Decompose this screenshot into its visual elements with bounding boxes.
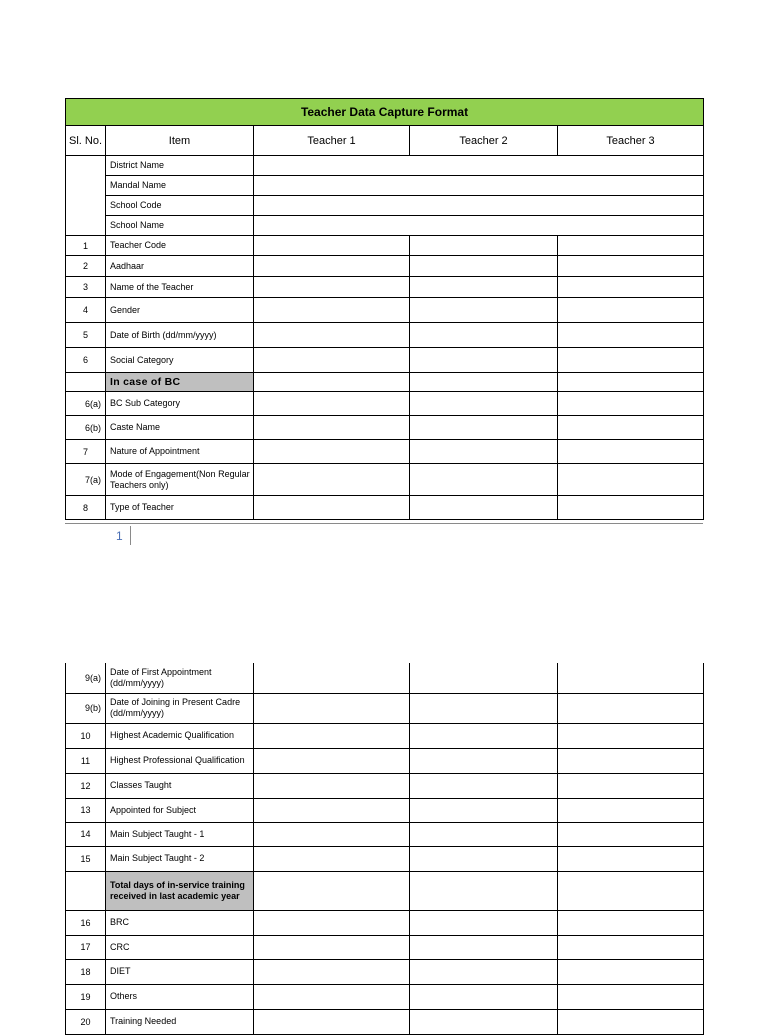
row-label: BC Sub Category xyxy=(106,392,254,416)
table-row xyxy=(66,663,704,693)
table-row xyxy=(66,464,704,496)
teacher-3-cell[interactable] xyxy=(558,323,704,348)
table-row xyxy=(66,984,704,1009)
teacher-1-cell[interactable] xyxy=(254,959,410,984)
table-row xyxy=(66,392,704,416)
row-label: Gender xyxy=(106,298,254,323)
school-info-value-cell[interactable] xyxy=(254,196,704,216)
table-row xyxy=(66,773,704,798)
row-number: 5 xyxy=(66,323,106,348)
teacher-2-cell[interactable] xyxy=(410,392,558,416)
teacher-2-cell[interactable] xyxy=(410,236,558,256)
table-row xyxy=(66,196,704,216)
school-info-value-cell[interactable] xyxy=(254,216,704,236)
row-label: Caste Name xyxy=(106,416,254,440)
row-label: Highest Academic Qualification xyxy=(106,723,254,748)
teacher-1-cell[interactable] xyxy=(254,1009,410,1034)
teacher-3-cell[interactable] xyxy=(558,440,704,464)
section-label-training: Total days of in-service training received in last academic year xyxy=(106,871,254,910)
row-number: 20 xyxy=(66,1009,106,1034)
row-label: Date of Joining in Present Cadre (dd/mm/yyyy) xyxy=(106,693,254,723)
school-info-value-cell[interactable] xyxy=(254,176,704,196)
teacher-data-table-page-2 xyxy=(65,663,704,1035)
row-number: 6(b) xyxy=(66,416,106,440)
row-number: 12 xyxy=(66,773,106,798)
row-label: Aadhaar xyxy=(106,256,254,277)
teacher-2-cell[interactable] xyxy=(410,256,558,277)
header-teacher-3: Teacher 3 xyxy=(558,126,704,156)
table-row xyxy=(66,216,704,236)
teacher-1-cell[interactable] xyxy=(254,798,410,822)
teacher-1-cell[interactable] xyxy=(254,277,410,298)
teacher-3-cell[interactable] xyxy=(558,693,704,723)
row-number: 9(b) xyxy=(66,693,106,723)
row-label: Social Category xyxy=(106,348,254,373)
teacher-2-cell[interactable] xyxy=(410,323,558,348)
teacher-2-cell[interactable] xyxy=(410,663,558,693)
teacher-1-cell[interactable] xyxy=(254,935,410,959)
teacher-3-cell[interactable] xyxy=(558,416,704,440)
row-number: 7 xyxy=(66,440,106,464)
teacher-3-cell[interactable] xyxy=(558,822,704,846)
teacher-1-cell xyxy=(254,373,410,392)
teacher-2-cell[interactable] xyxy=(410,910,558,935)
table-row xyxy=(66,348,704,373)
teacher-3-cell[interactable] xyxy=(558,935,704,959)
table-row xyxy=(66,176,704,196)
teacher-2-cell[interactable] xyxy=(410,773,558,798)
row-number: 16 xyxy=(66,910,106,935)
teacher-3-cell[interactable] xyxy=(558,910,704,935)
teacher-3-cell[interactable] xyxy=(558,392,704,416)
teacher-1-cell[interactable] xyxy=(254,846,410,871)
teacher-1-cell[interactable] xyxy=(254,822,410,846)
table-row xyxy=(66,298,704,323)
row-label: Nature of Appointment xyxy=(106,440,254,464)
teacher-1-cell[interactable] xyxy=(254,298,410,323)
teacher-2-cell[interactable] xyxy=(410,277,558,298)
table-row xyxy=(66,1009,704,1034)
teacher-1-cell[interactable] xyxy=(254,348,410,373)
teacher-3-cell[interactable] xyxy=(558,496,704,520)
table-row xyxy=(66,693,704,723)
row-label: DIET xyxy=(106,959,254,984)
row-label: Main Subject Taught - 2 xyxy=(106,846,254,871)
table-row xyxy=(66,798,704,822)
row-label: District Name xyxy=(106,156,254,176)
teacher-2-cell[interactable] xyxy=(410,496,558,520)
teacher-2-cell xyxy=(410,871,558,910)
teacher-3-cell[interactable] xyxy=(558,1009,704,1034)
teacher-1-cell[interactable] xyxy=(254,464,410,496)
row-label: Main Subject Taught - 1 xyxy=(106,822,254,846)
row-label: Highest Professional Qualification xyxy=(106,748,254,773)
table-row xyxy=(66,236,704,256)
teacher-3-cell[interactable] xyxy=(558,773,704,798)
teacher-3-cell xyxy=(558,373,704,392)
teacher-3-cell[interactable] xyxy=(558,723,704,748)
row-number: 17 xyxy=(66,935,106,959)
table-row xyxy=(66,748,704,773)
table-row xyxy=(66,846,704,871)
row-number xyxy=(66,373,106,392)
teacher-3-cell[interactable] xyxy=(558,798,704,822)
row-label: Name of the Teacher xyxy=(106,277,254,298)
teacher-2-cell[interactable] xyxy=(410,935,558,959)
row-number: 13 xyxy=(66,798,106,822)
teacher-3-cell xyxy=(558,871,704,910)
teacher-3-cell[interactable] xyxy=(558,256,704,277)
row-number: 14 xyxy=(66,822,106,846)
teacher-2-cell[interactable] xyxy=(410,440,558,464)
table-row xyxy=(66,822,704,846)
row-number: 6(a) xyxy=(66,392,106,416)
school-info-value-cell[interactable] xyxy=(254,156,704,176)
teacher-1-cell[interactable] xyxy=(254,773,410,798)
teacher-1-cell[interactable] xyxy=(254,693,410,723)
teacher-2-cell[interactable] xyxy=(410,416,558,440)
teacher-2-cell[interactable] xyxy=(410,984,558,1009)
row-number: 10 xyxy=(66,723,106,748)
teacher-2-cell[interactable] xyxy=(410,1009,558,1034)
table-row xyxy=(66,323,704,348)
row-number: 9(a) xyxy=(66,663,106,693)
row-label: CRC xyxy=(106,935,254,959)
teacher-3-cell[interactable] xyxy=(558,748,704,773)
row-number: 8 xyxy=(66,496,106,520)
table-row xyxy=(66,416,704,440)
teacher-1-cell[interactable] xyxy=(254,440,410,464)
teacher-3-cell[interactable] xyxy=(558,663,704,693)
row-number: 7(a) xyxy=(66,464,106,496)
teacher-2-cell[interactable] xyxy=(410,348,558,373)
row-number: 6 xyxy=(66,348,106,373)
page-number-separator xyxy=(130,526,131,545)
row-label: School Name xyxy=(106,216,254,236)
table-row xyxy=(66,496,704,520)
section-label-bc: In case of BC xyxy=(106,373,254,392)
row-number: 11 xyxy=(66,748,106,773)
row-label: School Code xyxy=(106,196,254,216)
teacher-2-cell[interactable] xyxy=(410,959,558,984)
teacher-2-cell[interactable] xyxy=(410,798,558,822)
teacher-2-cell[interactable] xyxy=(410,846,558,871)
table-row xyxy=(66,935,704,959)
row-number: 1 xyxy=(66,236,106,256)
teacher-1-cell[interactable] xyxy=(254,496,410,520)
row-number: 3 xyxy=(66,277,106,298)
row-label: Classes Taught xyxy=(106,773,254,798)
row-label: BRC xyxy=(106,910,254,935)
table-row xyxy=(66,959,704,984)
table-title: Teacher Data Capture Format xyxy=(66,99,704,126)
teacher-1-cell[interactable] xyxy=(254,392,410,416)
teacher-1-cell[interactable] xyxy=(254,323,410,348)
teacher-1-cell[interactable] xyxy=(254,236,410,256)
teacher-3-cell[interactable] xyxy=(558,277,704,298)
row-label: Mode of Engagement(Non Regular Teachers only) xyxy=(106,464,254,496)
header-teacher-1: Teacher 1 xyxy=(254,126,410,156)
row-label: Teacher Code xyxy=(106,236,254,256)
row-number: 18 xyxy=(66,959,106,984)
school-info-slno-cell xyxy=(66,156,106,236)
teacher-2-cell[interactable] xyxy=(410,693,558,723)
teacher-3-cell[interactable] xyxy=(558,348,704,373)
table-row-training-section xyxy=(66,871,704,910)
table-row xyxy=(66,910,704,935)
teacher-3-cell[interactable] xyxy=(558,298,704,323)
table-header-row xyxy=(66,126,704,156)
teacher-1-cell[interactable] xyxy=(254,984,410,1009)
page-number: 1 xyxy=(116,529,123,543)
teacher-2-cell[interactable] xyxy=(410,748,558,773)
teacher-data-table-page-1 xyxy=(65,98,704,520)
teacher-2-cell[interactable] xyxy=(410,464,558,496)
table-row xyxy=(66,256,704,277)
row-number: 4 xyxy=(66,298,106,323)
teacher-2-cell[interactable] xyxy=(410,298,558,323)
header-item: Item xyxy=(106,126,254,156)
header-teacher-2: Teacher 2 xyxy=(410,126,558,156)
teacher-1-cell[interactable] xyxy=(254,723,410,748)
teacher-3-cell[interactable] xyxy=(558,984,704,1009)
teacher-3-cell[interactable] xyxy=(558,236,704,256)
teacher-1-cell[interactable] xyxy=(254,910,410,935)
row-label: Others xyxy=(106,984,254,1009)
row-label: Date of Birth (dd/mm/yyyy) xyxy=(106,323,254,348)
table-row xyxy=(66,440,704,464)
table-row-bc-section xyxy=(66,373,704,392)
teacher-1-cell[interactable] xyxy=(254,256,410,277)
table-row xyxy=(66,277,704,298)
teacher-2-cell xyxy=(410,373,558,392)
row-number: 2 xyxy=(66,256,106,277)
teacher-3-cell[interactable] xyxy=(558,959,704,984)
teacher-1-cell xyxy=(254,871,410,910)
row-label: Appointed for Subject xyxy=(106,798,254,822)
teacher-3-cell[interactable] xyxy=(558,464,704,496)
row-number xyxy=(66,871,106,910)
table-row xyxy=(66,156,704,176)
row-label: Mandal Name xyxy=(106,176,254,196)
teacher-1-cell[interactable] xyxy=(254,748,410,773)
teacher-1-cell[interactable] xyxy=(254,663,410,693)
row-number: 19 xyxy=(66,984,106,1009)
header-slno: Sl. No. xyxy=(66,126,106,156)
page-footer-rule xyxy=(65,523,703,524)
table-row xyxy=(66,723,704,748)
teacher-1-cell[interactable] xyxy=(254,416,410,440)
row-label: Date of First Appointment (dd/mm/yyyy) xyxy=(106,663,254,693)
row-label: Type of Teacher xyxy=(106,496,254,520)
teacher-2-cell[interactable] xyxy=(410,723,558,748)
row-label: Training Needed xyxy=(106,1009,254,1034)
teacher-3-cell[interactable] xyxy=(558,846,704,871)
teacher-2-cell[interactable] xyxy=(410,822,558,846)
row-number: 15 xyxy=(66,846,106,871)
